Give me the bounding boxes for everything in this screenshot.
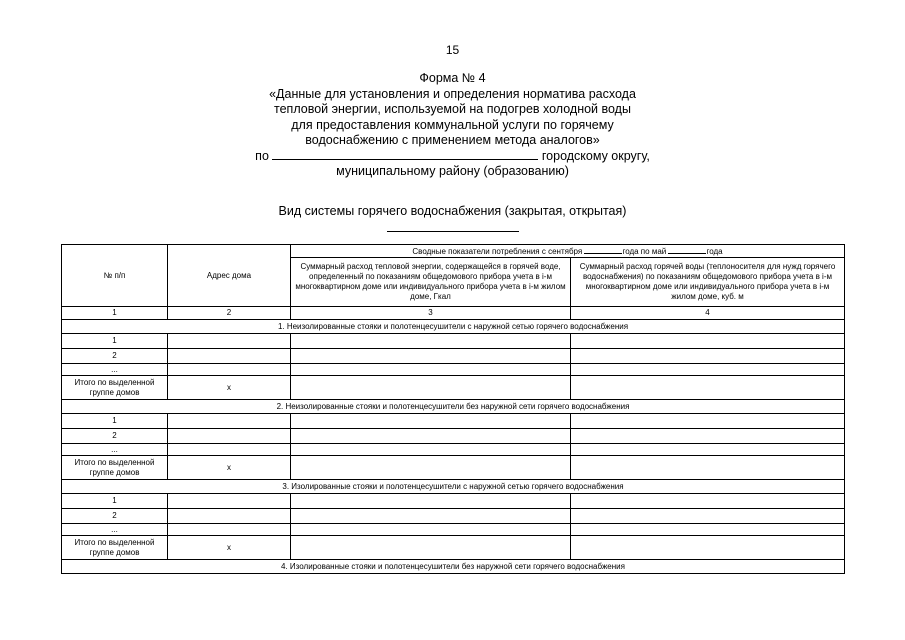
table-row — [62, 509, 845, 524]
municipal-line: муниципальному району (образованию) — [336, 164, 569, 178]
table-row — [62, 349, 845, 364]
row-number: 1 — [62, 334, 168, 349]
district-name-blank[interactable] — [272, 149, 538, 160]
row-ellipsis: ... — [62, 444, 168, 456]
table-row — [62, 364, 845, 376]
water-cell[interactable] — [571, 364, 845, 376]
water-cell[interactable] — [571, 444, 845, 456]
water-cell[interactable] — [571, 509, 845, 524]
heat-cell[interactable] — [291, 334, 571, 349]
address-cell[interactable] — [168, 429, 291, 444]
total-row — [62, 376, 845, 400]
data-table — [61, 244, 845, 574]
form-title-line-4: водоснабжению с применением метода аналогов» — [305, 133, 600, 147]
summary-prefix: Сводные показатели потребления с сентября — [412, 247, 583, 256]
district-line — [200, 149, 705, 165]
col4-header: Суммарный расход горячей воды (теплоносителя для нужд горячего водоснабжения) по показаниям общедомового прибора учета в i-м многоквартирном доме или индивидуального прибора учета в i-м жилом доме, куб. м — [571, 258, 845, 307]
section-heading: 2. Неизолированные стояки и полотенцесушители без наружной сети горячего водоснабжения — [62, 400, 845, 414]
heat-total-cell[interactable] — [291, 376, 571, 400]
address-cell[interactable] — [168, 509, 291, 524]
row-number: 2 — [62, 349, 168, 364]
row-number: 2 — [62, 509, 168, 524]
table-row — [62, 494, 845, 509]
col-number: 3 — [291, 307, 571, 320]
summary-header — [291, 245, 845, 258]
water-cell[interactable] — [571, 349, 845, 364]
form-title-line-2: тепловой энергии, используемой на подогрев холодной воды — [274, 102, 631, 116]
water-cell[interactable] — [571, 524, 845, 536]
form-title-line-3: для предоставления коммунальной услуги по горячему — [291, 117, 614, 132]
total-label: Итого по выделенной группе домов — [62, 376, 168, 400]
col-num-header: № п/п — [62, 245, 168, 307]
row-ellipsis: ... — [62, 364, 168, 376]
end-year-blank[interactable] — [668, 245, 706, 254]
total-label: Итого по выделенной группе домов — [62, 536, 168, 560]
table-row — [62, 334, 845, 349]
heat-cell[interactable] — [291, 349, 571, 364]
table-row — [62, 444, 845, 456]
table-row — [62, 524, 845, 536]
address-cell[interactable] — [168, 444, 291, 456]
table-row — [62, 429, 845, 444]
water-total-cell[interactable] — [571, 456, 845, 480]
col-address-header: Адрес дома — [168, 245, 291, 307]
water-cell[interactable] — [571, 429, 845, 444]
section-heading: 4. Изолированные стояки и полотенцесушители без наружной сети горячего водоснабжения — [62, 560, 845, 574]
heat-cell[interactable] — [291, 494, 571, 509]
po-suffix: городскому округу, — [541, 148, 650, 163]
heat-cell[interactable] — [291, 444, 571, 456]
page-number: 15 — [445, 43, 460, 57]
address-cell[interactable] — [168, 349, 291, 364]
form-title-line-1: «Данные для установления и определения норматива расхода — [269, 86, 636, 101]
heat-cell[interactable] — [291, 509, 571, 524]
address-cell[interactable] — [168, 334, 291, 349]
total-mark: х — [168, 536, 291, 560]
address-cell[interactable] — [168, 414, 291, 429]
system-type-label: Вид системы горячего водоснабжения (закрытая, открытая) — [278, 204, 627, 218]
total-row — [62, 456, 845, 480]
row-number: 1 — [62, 414, 168, 429]
heat-cell[interactable] — [291, 414, 571, 429]
col-number: 2 — [168, 307, 291, 320]
column-number-row — [62, 307, 845, 320]
heat-cell[interactable] — [291, 524, 571, 536]
row-number: 1 — [62, 494, 168, 509]
col-number: 1 — [62, 307, 168, 320]
heat-cell[interactable] — [291, 429, 571, 444]
summary-middle: года по май — [622, 247, 667, 256]
row-number: 2 — [62, 429, 168, 444]
water-cell[interactable] — [571, 494, 845, 509]
heat-total-cell[interactable] — [291, 536, 571, 560]
col3-header: Суммарный расход тепловой энергии, содержащейся в горячей воде, определенный по показаниям общедомового прибора учета в i-м многоквартирном доме или индивидуального прибора учета в i-м жилом доме, Гкал — [291, 258, 571, 307]
section-heading: 1. Неизолированные стояки и полотенцесушители с наружной сетью горячего водоснабжения — [62, 320, 845, 334]
form-header — [200, 71, 705, 180]
address-cell[interactable] — [168, 524, 291, 536]
address-cell[interactable] — [168, 364, 291, 376]
form-title: Форма № 4 — [419, 71, 486, 85]
water-cell[interactable] — [571, 414, 845, 429]
total-mark: х — [168, 456, 291, 480]
total-label: Итого по выделенной группе домов — [62, 456, 168, 480]
total-row — [62, 536, 845, 560]
heat-total-cell[interactable] — [291, 456, 571, 480]
summary-suffix: года — [706, 247, 723, 256]
col-number: 4 — [571, 307, 845, 320]
water-cell[interactable] — [571, 334, 845, 349]
total-mark: х — [168, 376, 291, 400]
heat-cell[interactable] — [291, 364, 571, 376]
system-type-blank[interactable] — [387, 223, 519, 232]
table-row — [62, 414, 845, 429]
system-type-block — [0, 203, 905, 232]
start-year-blank[interactable] — [584, 245, 622, 254]
water-total-cell[interactable] — [571, 376, 845, 400]
row-ellipsis: ... — [62, 524, 168, 536]
address-cell[interactable] — [168, 494, 291, 509]
water-total-cell[interactable] — [571, 536, 845, 560]
section-heading: 3. Изолированные стояки и полотенцесушители с наружной сетью горячего водоснабжения — [62, 480, 845, 494]
po-prefix: по — [255, 148, 269, 163]
